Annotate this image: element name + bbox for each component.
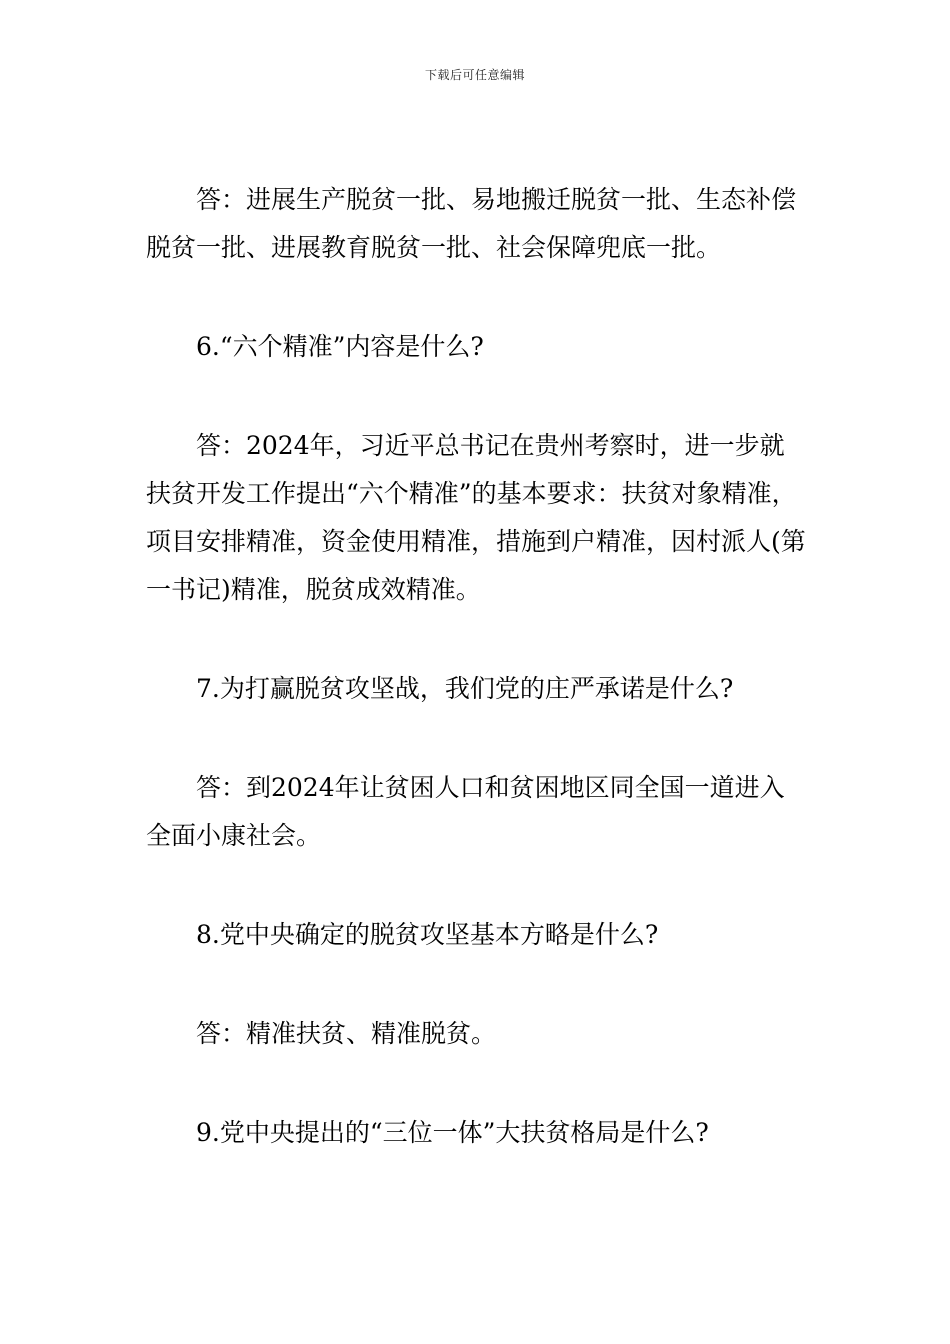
question-9: 9.党中央提出的“三位一体”大扶贫格局是什么? [196, 1118, 709, 1147]
answer-paragraph-8: 答：精准扶贫、精准脱贫。 [196, 1019, 497, 1048]
answer-paragraph-6: 答：2024年，习近平总书记在贵州考察时，进一步就扶贫开发工作提出“六个精准”的基本要求：扶贫对象精准，项目安排精准，资金使用精准，措施到户精准，因村派人(第一书记)精准，脱贫成效精准。 [146, 431, 806, 604]
question-8: 8.党中央确定的脱贫攻坚基本方略是什么? [196, 920, 659, 949]
page-header: 下载后可任意编辑 [424, 68, 525, 82]
question-6: 6.“六个精准”内容是什么? [196, 332, 484, 361]
answer-paragraph-7: 答：到2024年让贫困人口和贫困地区同全国一道进入全面小康社会。 [146, 773, 785, 850]
question-7: 7.为打赢脱贫攻坚战，我们党的庄严承诺是什么? [196, 674, 734, 703]
answer-paragraph-5: 答：进展生产脱贫一批、易地搬迁脱贫一批、生态补偿脱贫一批、进展教育脱贫一批、社会保障兜底一批。 [146, 185, 797, 262]
document-body [146, 176, 808, 1157]
